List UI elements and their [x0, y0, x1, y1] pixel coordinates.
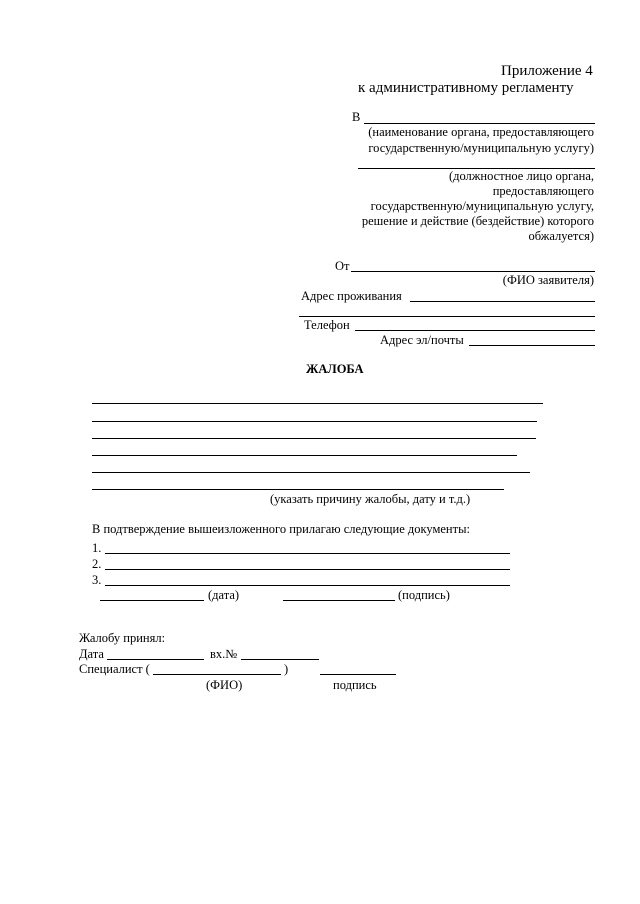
official-caption-4: решение и действие (бездействие) которого [361, 214, 594, 228]
from-label: От [335, 259, 350, 273]
organ-caption-2: государственную/муниципальную услугу) [368, 141, 594, 155]
specialist-label: Специалист ( [79, 662, 150, 676]
incoming-number-line[interactable] [241, 659, 319, 660]
organ-caption-1: (наименование органа, предоставляющего [368, 125, 594, 139]
from-line[interactable] [351, 271, 595, 272]
address-label: Адрес проживания [301, 289, 402, 303]
specialist-close: ) [284, 662, 289, 676]
document-title: ЖАЛОБА [306, 362, 364, 376]
attachment-number: 2. [92, 557, 102, 571]
official-caption-5: обжалуется) [528, 229, 594, 243]
recipient-prefix: В [352, 110, 361, 124]
attachment-line-1[interactable] [105, 553, 490, 554]
specialist-signature-line[interactable] [320, 674, 396, 675]
complaint-line-1[interactable] [92, 403, 543, 404]
sender-fio-caption: (ФИО заявителя) [502, 273, 594, 287]
address-line-2[interactable] [299, 316, 595, 317]
specialist-fio-caption: (ФИО) [206, 678, 243, 692]
phone-label: Телефон [304, 318, 350, 332]
complaint-line-2[interactable] [92, 421, 537, 422]
attachment-line-3[interactable] [105, 585, 480, 586]
phone-line[interactable] [355, 330, 595, 331]
complaint-line-6[interactable] [92, 489, 504, 490]
complaint-line-5[interactable] [92, 472, 530, 473]
attachment-number: 1. [92, 541, 102, 555]
email-label: Адрес эл/почты [380, 333, 464, 347]
reason-caption: (указать причину жалобы, дату и т.д.) [270, 492, 471, 506]
email-line[interactable] [469, 345, 595, 346]
date-caption: (дата) [208, 588, 240, 602]
signature-caption: (подпись) [398, 588, 450, 602]
official-caption-1: (должностное лицо органа, [448, 169, 594, 183]
attachment-number: 3. [92, 573, 102, 587]
attachments-intro: В подтверждение вышеизложенного прилагаю следующие документы: [92, 522, 470, 536]
signature-line[interactable] [283, 600, 395, 601]
official-caption-2: предоставляющего [492, 184, 594, 198]
attachment-line-2[interactable] [105, 569, 485, 570]
accepted-title: Жалобу принял: [79, 631, 166, 645]
official-caption-3: государственную/муниципальную услугу, [370, 199, 594, 213]
address-line[interactable] [410, 301, 595, 302]
complaint-line-4[interactable] [92, 455, 517, 456]
accepted-date-line[interactable] [107, 659, 204, 660]
appendix-number: Приложение 4 [501, 63, 593, 79]
specialist-fio-line[interactable] [153, 674, 281, 675]
attachment-line-1-end [490, 553, 510, 554]
appendix-subtitle: к административному регламенту [358, 80, 574, 96]
complaint-line-3[interactable] [92, 438, 536, 439]
attachment-line-3-end [480, 585, 510, 586]
attachment-line-2-end [485, 569, 510, 570]
accepted-date-label: Дата [79, 647, 104, 661]
specialist-signature-caption: подпись [333, 678, 377, 692]
date-line[interactable] [100, 600, 204, 601]
incoming-label: вх.№ [210, 647, 238, 661]
recipient-organ-line[interactable] [364, 123, 595, 124]
